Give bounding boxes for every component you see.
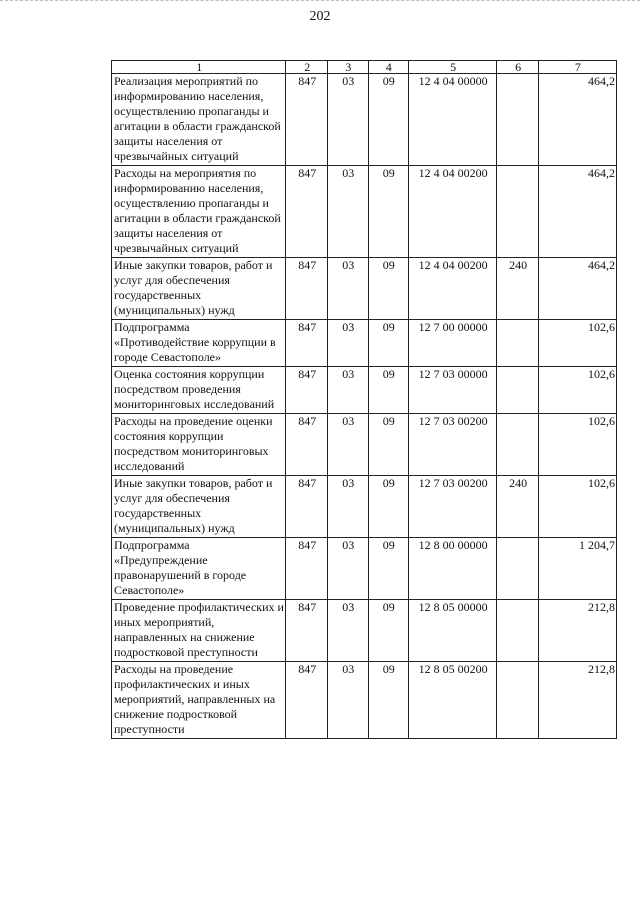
cell-amount: 102,6 <box>538 476 616 538</box>
table-row <box>112 258 617 320</box>
cell-grbs: 847 <box>286 166 328 258</box>
cell-amount: 464,2 <box>538 258 616 320</box>
column-header: 6 <box>497 61 539 74</box>
cell-expense-type <box>497 662 539 739</box>
cell-target-article: 12 7 03 00000 <box>409 367 497 414</box>
cell-amount: 102,6 <box>538 414 616 476</box>
cell-expense-type: 240 <box>497 476 539 538</box>
cell-name: Расходы на мероприятия по информированию населения, осуществлению пропаганды и агитации в области гражданской защиты населения от чрезвычайных ситуаций <box>112 166 286 258</box>
cell-amount: 102,6 <box>538 320 616 367</box>
cell-grbs: 847 <box>286 600 328 662</box>
cell-grbs: 847 <box>286 414 328 476</box>
cell-target-article: 12 4 04 00200 <box>409 258 497 320</box>
table-row <box>112 662 617 739</box>
cell-section: 03 <box>327 367 368 414</box>
cell-subsection: 09 <box>368 367 409 414</box>
cell-subsection: 09 <box>368 166 409 258</box>
table-body <box>112 74 617 739</box>
cell-grbs: 847 <box>286 258 328 320</box>
cell-subsection: 09 <box>368 320 409 367</box>
cell-name: Реализация мероприятий по информированию населения, осуществлению пропаганды и агитации в области гражданской защиты населения от чрезвычайных ситуаций <box>112 74 286 166</box>
table-header-row <box>112 61 617 74</box>
cell-name: Проведение профилактических и иных мероприятий, направленных на снижение подростковой преступности <box>112 600 286 662</box>
cell-section: 03 <box>327 662 368 739</box>
cell-subsection: 09 <box>368 538 409 600</box>
cell-name: Подпрограмма «Противодействие коррупции в городе Севастополе» <box>112 320 286 367</box>
cell-section: 03 <box>327 166 368 258</box>
cell-amount: 102,6 <box>538 367 616 414</box>
column-header: 4 <box>368 61 409 74</box>
cell-name: Иные закупки товаров, работ и услуг для обеспечения государственных (муниципальных) нужд <box>112 258 286 320</box>
cell-expense-type <box>497 320 539 367</box>
cell-subsection: 09 <box>368 258 409 320</box>
cell-section: 03 <box>327 538 368 600</box>
table-row <box>112 320 617 367</box>
table-row <box>112 367 617 414</box>
cell-section: 03 <box>327 476 368 538</box>
cell-grbs: 847 <box>286 367 328 414</box>
table-row <box>112 600 617 662</box>
cell-subsection: 09 <box>368 414 409 476</box>
cell-target-article: 12 7 03 00200 <box>409 476 497 538</box>
cell-amount: 464,2 <box>538 74 616 166</box>
cell-target-article: 12 7 00 00000 <box>409 320 497 367</box>
cell-subsection: 09 <box>368 662 409 739</box>
cell-name: Иные закупки товаров, работ и услуг для обеспечения государственных (муниципальных) нужд <box>112 476 286 538</box>
column-header: 1 <box>112 61 286 74</box>
column-header: 7 <box>538 61 616 74</box>
cell-expense-type <box>497 600 539 662</box>
cell-grbs: 847 <box>286 662 328 739</box>
cell-amount: 464,2 <box>538 166 616 258</box>
cell-target-article: 12 4 04 00200 <box>409 166 497 258</box>
cell-target-article: 12 8 05 00000 <box>409 600 497 662</box>
cell-target-article: 12 7 03 00200 <box>409 414 497 476</box>
cell-section: 03 <box>327 74 368 166</box>
column-header: 2 <box>286 61 328 74</box>
cell-subsection: 09 <box>368 600 409 662</box>
cell-section: 03 <box>327 414 368 476</box>
table-row <box>112 74 617 166</box>
scan-top-edge <box>0 0 640 2</box>
cell-name: Расходы на проведение оценки состояния коррупции посредством мониторинговых исследований <box>112 414 286 476</box>
cell-amount: 1 204,7 <box>538 538 616 600</box>
cell-amount: 212,8 <box>538 662 616 739</box>
cell-grbs: 847 <box>286 74 328 166</box>
table-row <box>112 414 617 476</box>
cell-amount: 212,8 <box>538 600 616 662</box>
cell-grbs: 847 <box>286 476 328 538</box>
column-header: 3 <box>327 61 368 74</box>
budget-table <box>111 60 617 739</box>
cell-section: 03 <box>327 320 368 367</box>
cell-expense-type <box>497 414 539 476</box>
cell-name: Подпрограмма «Предупреждение правонарушений в городе Севастополе» <box>112 538 286 600</box>
cell-grbs: 847 <box>286 320 328 367</box>
cell-expense-type <box>497 166 539 258</box>
cell-name: Расходы на проведение профилактических и иных мероприятий, направленных на снижение подростковой преступности <box>112 662 286 739</box>
cell-target-article: 12 4 04 00000 <box>409 74 497 166</box>
column-header: 5 <box>409 61 497 74</box>
cell-expense-type: 240 <box>497 258 539 320</box>
cell-expense-type <box>497 367 539 414</box>
page-number: 202 <box>309 9 331 24</box>
cell-expense-type <box>497 538 539 600</box>
cell-target-article: 12 8 00 00000 <box>409 538 497 600</box>
cell-name: Оценка состояния коррупции посредством проведения мониторинговых исследований <box>112 367 286 414</box>
table-row <box>112 166 617 258</box>
cell-subsection: 09 <box>368 476 409 538</box>
cell-section: 03 <box>327 258 368 320</box>
table-row <box>112 538 617 600</box>
cell-target-article: 12 8 05 00200 <box>409 662 497 739</box>
cell-expense-type <box>497 74 539 166</box>
cell-subsection: 09 <box>368 74 409 166</box>
table-row <box>112 476 617 538</box>
cell-grbs: 847 <box>286 538 328 600</box>
cell-section: 03 <box>327 600 368 662</box>
